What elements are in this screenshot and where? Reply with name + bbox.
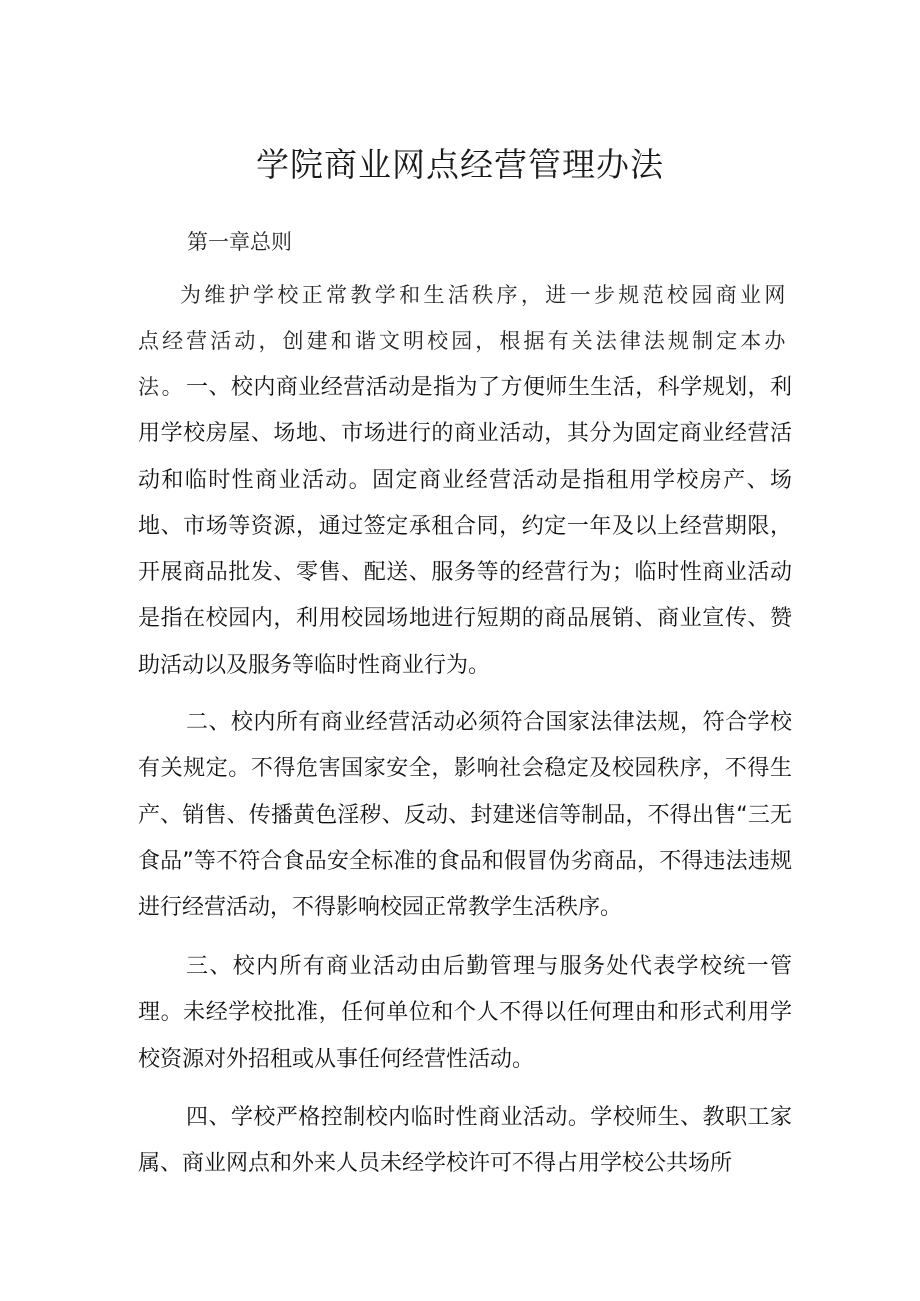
article-4-paragraph: 四、学校严格控制校内临时性商业活动。学校师生、教职工家属、商业网点和外来人员未经学校许可不得占用学校公共场所: [138, 1105, 792, 1177]
article-1-paragraph: 一、校内商业经营活动是指为了方便师生生活，科学规划，利用学校房屋、场地、市场进行的商业活动，其分为固定商业经营活动和临时性商业活动。固定商业经营活动是指租用学校房产、场地、市场等资源，通过签定承租合同，约定一年及以上经营期限，开展商品批发、零售、配送、服务等的经营行为；临时性商业活动是指在校园内，利用校园场地进行短期的商品展销、商业宣传、赞助活动以及服务等临时性商业行为。: [138, 375, 792, 678]
article-2-paragraph: 二、校内所有商业经营活动必须符合国家法律法规，符合学校有关规定。不得危害国家安全，影响社会稳定及校园秩序，不得生产、销售、传播黄色淫秽、反动、封建迷信等制品，不得出售“三无食品”等不符合食品安全标准的食品和假冒伪劣商品，不得违法违规进行经营活动，不得影响校园正常教学生活秩序。: [138, 710, 792, 921]
chapter-heading: 第一章总则: [187, 230, 292, 254]
document-title: 学院商业网点经营管理办法: [256, 145, 664, 184]
intro-paragraph: 为维护学校正常教学和生活秩序，进一步规范校园商业网点经营活动，创建和谐文明校园，根据有关法律法规制定本办法。: [138, 283, 788, 399]
article-3-paragraph: 三、校内所有商业活动由后勤管理与服务处代表学校统一管理。未经学校批准，任何单位和个人不得以任何理由和形式利用学校资源对外招租或从事任何经营性活动。: [138, 954, 792, 1072]
